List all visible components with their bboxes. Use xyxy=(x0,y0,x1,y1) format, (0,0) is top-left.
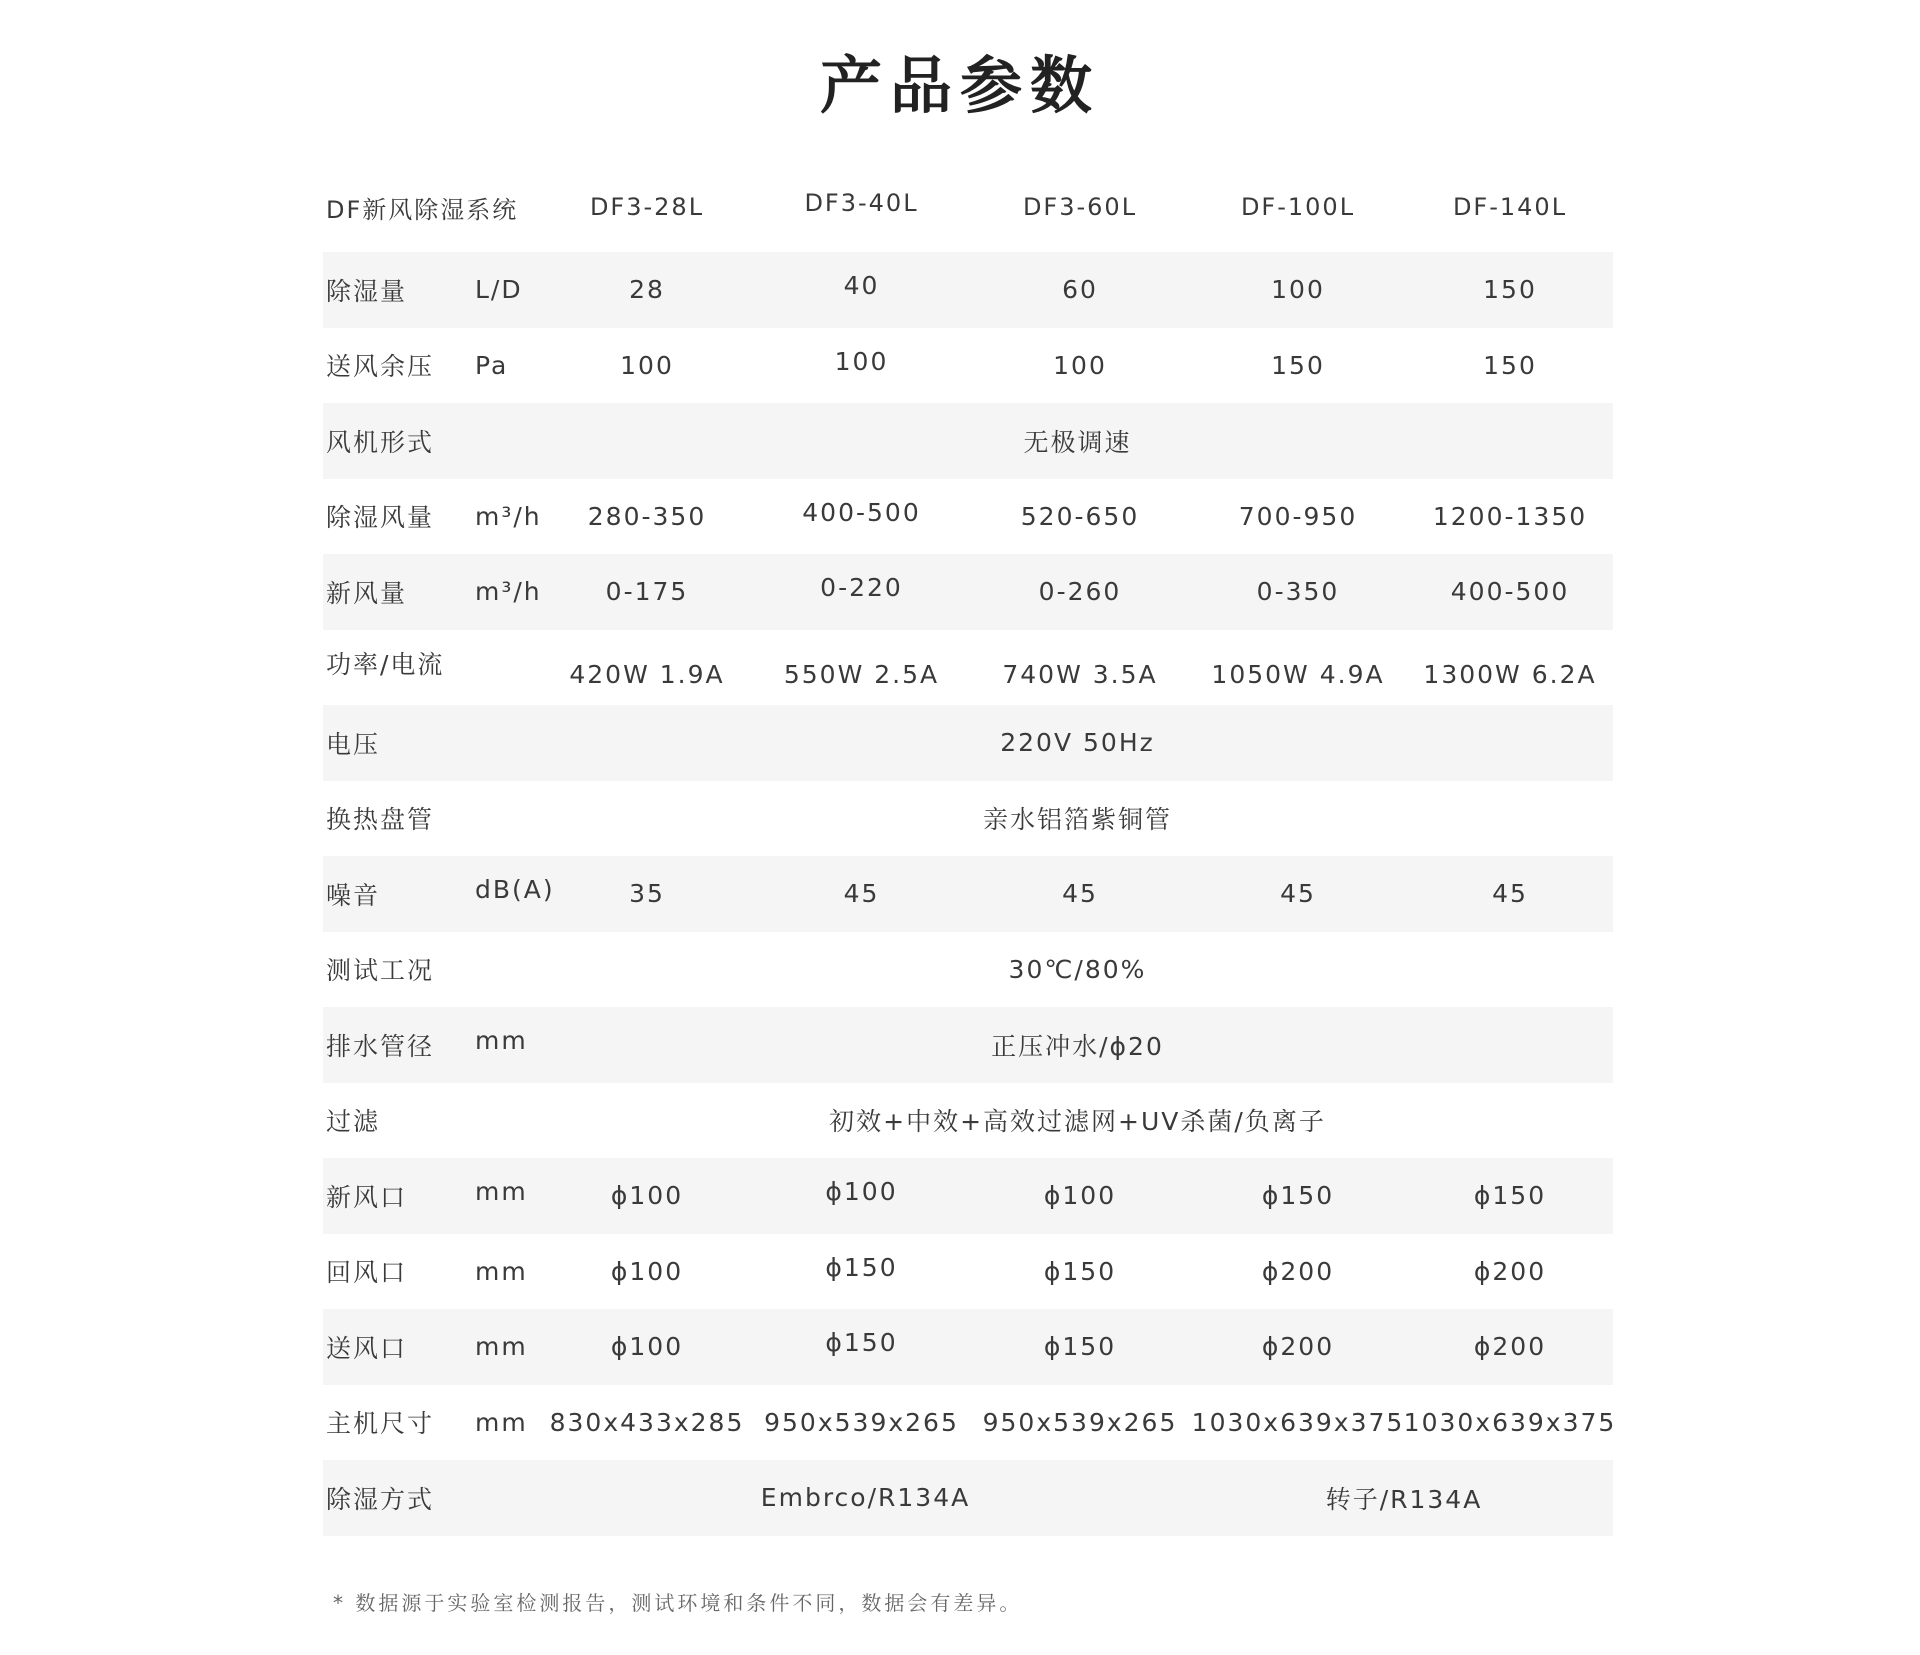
row-label: 风机形式 xyxy=(326,427,435,457)
cell-value: ϕ150 xyxy=(825,1328,898,1358)
cell-value: 400-500 xyxy=(1450,577,1570,607)
row-label: 除湿量 xyxy=(326,276,408,306)
table-row xyxy=(323,705,1613,781)
cell-value: 100 xyxy=(1271,275,1325,305)
cell-value-merged: 转子/R134A xyxy=(1325,1484,1483,1514)
cell-value: 740W 3.5A xyxy=(1002,659,1158,689)
row-unit: mm xyxy=(475,1332,528,1362)
cell-value: ϕ200 xyxy=(1473,1256,1547,1286)
model-header: DF3-60L xyxy=(1022,193,1138,221)
row-label: 排水管径 xyxy=(326,1031,435,1061)
cell-value: 950x539x265 xyxy=(982,1407,1178,1437)
cell-value-merged: 初效+中效+高效过滤网+UV杀菌/负离子 xyxy=(829,1107,1326,1137)
model-header: DF-140L xyxy=(1452,193,1568,221)
cell-value: 45 xyxy=(1492,879,1528,909)
cell-value: 35 xyxy=(629,879,665,909)
cell-value: 1200-1350 xyxy=(1432,501,1588,531)
cell-value: 1300W 6.2A xyxy=(1423,659,1597,689)
cell-value: 1050W 4.9A xyxy=(1211,659,1385,689)
row-label: 测试工况 xyxy=(326,956,435,986)
row-unit: L/D xyxy=(475,275,523,305)
model-header: DF3-40L xyxy=(804,189,919,217)
cell-value: ϕ150 xyxy=(1043,1256,1117,1286)
cell-value: 830x433x285 xyxy=(549,1407,745,1437)
cell-value: ϕ150 xyxy=(1043,1332,1117,1362)
table-row xyxy=(323,1460,1613,1536)
cell-value: 400-500 xyxy=(802,497,921,527)
cell-value: 280-350 xyxy=(587,501,707,531)
cell-value: 950x539x265 xyxy=(764,1407,959,1437)
row-unit: m³/h xyxy=(475,577,542,607)
cell-value: ϕ100 xyxy=(1043,1181,1117,1211)
cell-value-merged: 220V 50Hz xyxy=(1000,728,1155,758)
table-row xyxy=(323,252,1613,328)
row-label: 送风余压 xyxy=(326,352,435,382)
footnote: * 数据源于实验室检测报告，测试环境和条件不同，数据会有差异。 xyxy=(333,1591,1023,1615)
page-title: 产品参数 xyxy=(819,49,1100,122)
row-unit: mm xyxy=(475,1177,528,1207)
table-row xyxy=(323,1083,1613,1159)
row-unit: dB(A) xyxy=(475,875,555,905)
table-row xyxy=(323,1234,1613,1310)
row-label: 电压 xyxy=(326,729,381,759)
row-label: 除湿方式 xyxy=(326,1484,435,1514)
cell-value: 1030x639x375 xyxy=(1403,1407,1617,1437)
cell-value: ϕ100 xyxy=(610,1332,684,1362)
cell-value: 28 xyxy=(629,275,665,305)
table-row xyxy=(323,479,1613,555)
cell-value: 1030x639x375 xyxy=(1191,1407,1405,1437)
row-label: 回风口 xyxy=(326,1258,408,1288)
cell-value: 150 xyxy=(1483,350,1537,380)
cell-value: 550W 2.5A xyxy=(783,659,940,689)
cell-value: ϕ100 xyxy=(825,1177,898,1207)
table-row xyxy=(323,1309,1613,1385)
table-row xyxy=(323,403,1613,479)
row-label: 功率/电流 xyxy=(326,650,445,680)
model-header: DF-100L xyxy=(1240,193,1356,221)
table-row xyxy=(323,630,1613,706)
row-label: 新风口 xyxy=(326,1182,408,1212)
cell-value: 0-350 xyxy=(1256,577,1340,607)
row-label: 噪音 xyxy=(326,880,381,910)
table-row xyxy=(323,781,1613,857)
cell-value: 40 xyxy=(843,271,880,301)
row-unit: Pa xyxy=(475,350,509,380)
cell-value-merged: 30℃/80% xyxy=(1008,954,1147,984)
cell-value: 100 xyxy=(1053,350,1107,380)
header-label: DF新风除湿系统 xyxy=(326,195,519,224)
cell-value: ϕ200 xyxy=(1473,1332,1547,1362)
table-row xyxy=(323,554,1613,630)
row-unit: mm xyxy=(475,1026,528,1056)
cell-value-merged: 亲水铝箔紫铜管 xyxy=(982,805,1172,835)
cell-value: 60 xyxy=(1062,275,1098,305)
table-row xyxy=(323,1007,1613,1083)
cell-value: ϕ100 xyxy=(610,1256,684,1286)
cell-value-merged: Embrco/R134A xyxy=(760,1483,971,1513)
cell-value: 150 xyxy=(1271,350,1325,380)
row-label: 过滤 xyxy=(326,1107,381,1137)
table-row xyxy=(323,328,1613,404)
cell-value: 100 xyxy=(834,346,889,376)
row-unit: mm xyxy=(475,1256,528,1286)
cell-value-merged: 无极调速 xyxy=(1023,427,1132,457)
row-label: 换热盘管 xyxy=(326,805,435,835)
table-row xyxy=(323,1385,1617,1461)
cell-value: 45 xyxy=(1280,879,1316,909)
row-unit: m³/h xyxy=(475,501,542,531)
table-row xyxy=(323,932,1613,1008)
cell-value: 420W 1.9A xyxy=(569,659,725,689)
row-label: 送风口 xyxy=(326,1333,408,1363)
model-header: DF3-28L xyxy=(589,193,705,221)
cell-value: 0-175 xyxy=(605,577,689,607)
cell-value: ϕ200 xyxy=(1261,1332,1335,1362)
cell-value: ϕ200 xyxy=(1261,1256,1335,1286)
cell-value: ϕ100 xyxy=(610,1181,684,1211)
cell-value: ϕ150 xyxy=(1261,1181,1335,1211)
cell-value: 0-260 xyxy=(1038,577,1122,607)
cell-value: 0-220 xyxy=(820,573,903,603)
row-label: 新风量 xyxy=(326,578,408,608)
cell-value: 150 xyxy=(1483,275,1537,305)
cell-value: 700-950 xyxy=(1238,501,1358,531)
cell-value: 520-650 xyxy=(1020,501,1140,531)
spec-table xyxy=(323,162,1617,1536)
table-row xyxy=(323,856,1613,932)
row-label: 主机尺寸 xyxy=(326,1409,435,1439)
table-row xyxy=(323,1158,1613,1234)
cell-value: 45 xyxy=(843,879,880,909)
row-unit: mm xyxy=(475,1407,528,1437)
cell-value: 45 xyxy=(1062,879,1098,909)
table-header-row xyxy=(323,162,1613,252)
cell-value: ϕ150 xyxy=(1473,1181,1547,1211)
cell-value: 100 xyxy=(620,350,674,380)
row-label: 除湿风量 xyxy=(326,503,435,533)
cell-value: ϕ150 xyxy=(825,1252,898,1282)
cell-value-merged: 正压冲水/ϕ20 xyxy=(991,1031,1164,1061)
